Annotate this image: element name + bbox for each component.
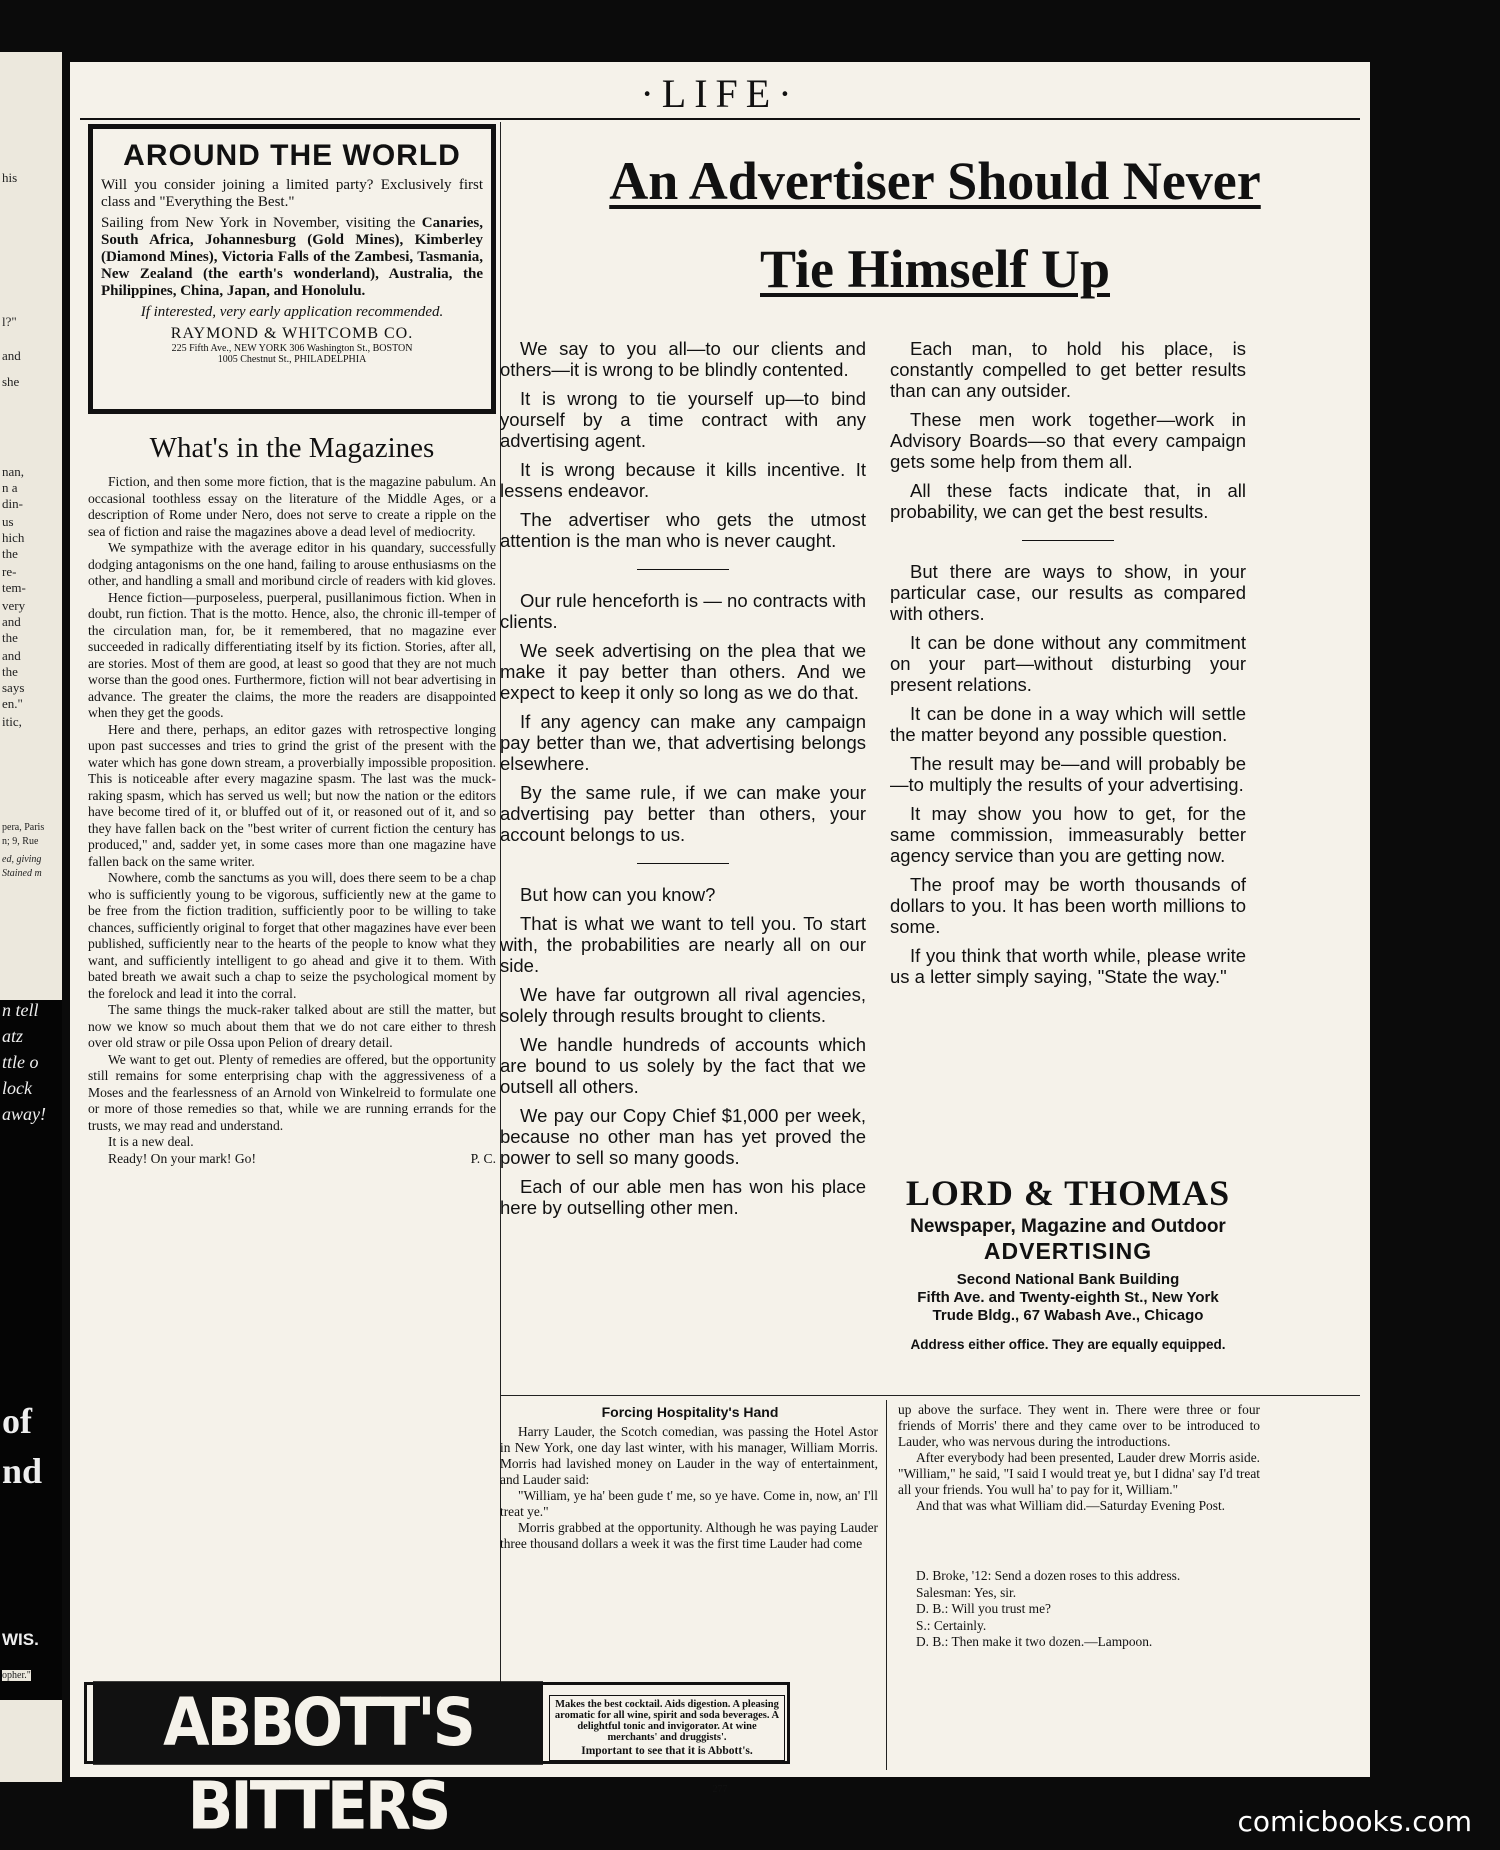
ad-paragraph: These men work together—work in Advisory Boards—so that every campaign gets some help from them all. <box>890 409 1246 472</box>
anecdote-paragraph: Harry Lauder, the Scotch comedian, was passing the Hotel Astor in New York, one day last winter, with his manager, William Morris. Morris had lavished money on Lauder in the way of entertainment, and Lauder said: <box>500 1424 878 1487</box>
left-fragment: itic, <box>2 714 22 729</box>
address-line: Second National Bank Building <box>956 1271 1180 1288</box>
left-fragment: en." <box>2 696 23 711</box>
left-fragment: she <box>2 374 20 389</box>
joke-line: D. B.: Then make it two dozen.—Lampoon. <box>916 1634 1153 1649</box>
masthead-rule <box>80 118 1360 120</box>
left-page-dark-ad <box>0 1000 62 1700</box>
left-fragment: us <box>2 514 14 529</box>
left-fragment: ed, giving <box>2 854 42 865</box>
article-paragraph: Here and there, perhaps, an editor gazes with retrospective longing upon past successes and tries to grind the grist of the present with the water which has gone down stream, a proverbially impossible proposition. This is noticeable after every magazine spasm. The last was the muck-raking spasm, which has served us well; but now the nation or the editors have become tired of it, or bluffed out of it, or reasoned out of it, and so they have fallen back on the "best writer of current fiction the century has produced," and, sadder yet, in some cases more than one magazine have fallen back on the same writer. <box>88 721 496 869</box>
ad-paragraph: It can be done without any commitment on your part—without disturbing your present relations. <box>890 632 1246 695</box>
ad-title: AROUND THE WORLD <box>123 139 461 172</box>
company-advertising: ADVERTISING <box>983 1238 1153 1264</box>
lord-thomas-signature <box>890 1172 1246 1352</box>
left-fragment: and <box>2 648 21 663</box>
anecdote-paragraph: Morris grabbed at the opportunity. Although he was paying Lauder three thousand dollars a week it was the first time Lauder had come <box>500 1520 878 1551</box>
left-fragment: his <box>2 170 18 185</box>
ad-column-left <box>500 338 866 1226</box>
ad-company: RAYMOND & WHITCOMB CO. <box>170 325 414 342</box>
joke-line: D. Broke, '12: Send a dozen roses to this address. <box>916 1568 1181 1583</box>
address-line: Fifth Ave. and Twenty-eighth St., New York <box>917 1289 1219 1306</box>
headline-line-2: Tie Himself Up <box>760 239 1110 299</box>
section-divider <box>637 863 729 864</box>
abbotts-desc-text: Makes the best cocktail. Aids digestion. A pleasing aromatic for all wine, spirit and soda beverages. A delightful tonic and invigorator. At wine merchants' and druggists'. <box>554 1699 780 1743</box>
joke-line: D. B.: Will you trust me? <box>916 1601 1051 1616</box>
article-paragraph: Hence fiction—purposeless, puerperal, pusillanimous fiction. When in doubt, run fiction. That is the motto. Hence, also, the chronic ill-temper of the circulation man, for, be it remembered, that no magazine ever succeeded in radically differentiating itself by its fiction. Stories, after all, are stories. Most of them are good, at least so good that they are not much worse than the good ones. Furthermore, fiction will not bear advertising in advance. The greater the claims, the more the readers are disappointed when they get the goods. <box>88 589 496 720</box>
left-dark-fragment: WIS. <box>2 1630 39 1649</box>
ad-paragraph: It is wrong because it kills incentive. It lessens endeavor. <box>500 459 866 501</box>
anecdote-body-right <box>898 1402 1260 1514</box>
left-fragment: l?" <box>2 314 17 329</box>
article-last-line <box>88 1151 496 1168</box>
masthead: ·LIFE· <box>640 71 800 116</box>
left-dark-fragment: ttle o <box>2 1052 39 1072</box>
left-fragment: the <box>2 664 18 679</box>
ad-paragraph: But there are ways to show, in your particular case, our results as compared with others. <box>890 561 1246 624</box>
ad-column-right <box>890 338 1246 995</box>
ad-destinations: Canaries, South Africa, Johannesburg (Gold Mines), Kimberley (Diamond Mines), Victoria Falls of the Zambesi, Tasmania, New Zealand (the earth's wonderland), Australia, the Philippines, China, Japan, and Honolulu. <box>101 215 484 299</box>
joke <box>898 1568 1260 1651</box>
ad-address-2: 1005 Chestnut St., PHILADELPHIA <box>217 354 367 365</box>
ad-note: If interested, very early application recommended. <box>140 304 444 320</box>
headline-line-1: An Advertiser Should Never <box>609 151 1261 211</box>
left-dark-fragment: opher." <box>2 1670 31 1681</box>
ad-sailing: Sailing from New York in November, visiting the <box>101 215 416 231</box>
left-dark-fragment: nd <box>2 1451 43 1491</box>
article-closing: Ready! On your mark! Go! <box>108 1150 256 1166</box>
ad-addresses: 225 Fifth Ave., NEW YORK 306 Washington St., BOSTON <box>171 343 413 354</box>
anecdote-paragraph: And that was what William did.—Saturday Evening Post. <box>916 1498 1226 1513</box>
left-fragment: din- <box>2 496 23 511</box>
left-fragment: n a <box>2 480 18 495</box>
ad-paragraph: We handle hundreds of accounts which are bound to us solely by the fact that we outsell all others. <box>500 1034 866 1097</box>
left-fragment: the <box>2 630 18 645</box>
ad-paragraph: The result may be—and will probably be—to multiply the results of your advertising. <box>890 753 1246 795</box>
article-title: What's in the Magazines <box>149 432 435 464</box>
left-fragment: very <box>2 598 26 613</box>
left-fragment: and <box>2 348 21 363</box>
company-tagline: Newspaper, Magazine and Outdoor <box>910 1216 1226 1237</box>
article-paragraph: We sympathize with the average editor in his quandary, successfully dodging antagonisms on the one hand, failing to arouse enthusiasms on the other, and handling a small and moribund circle of readers with kid gloves. <box>88 540 496 588</box>
ad-paragraph: It may show you how to get, for the same commission, immeasurably better agency service than you are getting now. <box>890 803 1246 866</box>
section-divider <box>1022 540 1114 541</box>
section-divider <box>637 569 729 570</box>
abbotts-logo: ABBOTT'S BITTERS <box>93 1681 543 1765</box>
column-rule <box>886 1400 887 1770</box>
left-fragment: says <box>2 680 25 695</box>
left-dark-fragment: lock <box>2 1078 32 1098</box>
article-paragraph: Nowhere, comb the sanctums as you will, does there seem to be a chap who is sufficiently young to be vigorous, sufficiently new at the game to be free from the fiction tradition, sufficiently poor to be willing to take chances, sufficiently original to forget that other magazines have ever been published, sufficiently near to the hearts of the people to know what they want, and sufficiently intelligent to go ahead and give it to them. With bated breath we await such a chap to seize the psychological moment by the forelock and lead it into the corral. <box>88 870 496 1001</box>
left-dark-fragment: of <box>2 1401 32 1441</box>
ad-paragraph: By the same rule, if we can make your advertising pay better than others, your account belongs to us. <box>500 782 866 845</box>
company-addresses <box>890 1271 1246 1325</box>
left-fragment: re- <box>2 564 17 579</box>
around-the-world-ad <box>88 124 496 414</box>
anecdote-paragraph: "William, ye ha' been gude t' me, so ye have. Come in, now, an' I'll treat ye." <box>500 1488 878 1519</box>
anecdote-paragraph: After everybody had been presented, Lauder drew Morris aside. "William," he said, "I said I would treat ye, but I didna' say I'd treat all your friends. You wull ha' to pay for it, William." <box>898 1450 1260 1497</box>
section-rule <box>500 1395 1360 1396</box>
address-note: Address either office. They are equally equipped. <box>910 1337 1226 1352</box>
ad-paragraph: It can be done in a way which will settle the matter beyond any possible question. <box>890 703 1246 745</box>
joke-line: Salesman: Yes, sir. <box>916 1584 1017 1600</box>
ad-paragraph: But how can you know? <box>520 884 716 905</box>
joke-line: S.: Certainly. <box>916 1617 987 1633</box>
left-fragment: Stained m <box>2 868 42 879</box>
ad-paragraph: It is wrong to tie yourself up—to bind yourself by a time contract with any advertising agent. <box>500 388 866 451</box>
article-paragraph: We want to get out. Plenty of remedies are offered, but the opportunity still remains for some enterprising chap with the aggressiveness of a Moses and the fearlessness of an Arnold von Winkelreid to formulate one or more of those remedies so that, while we are running errands for the trusts, we may read and understand. <box>88 1051 496 1133</box>
left-fragment: tem- <box>2 580 26 595</box>
article-paragraph: Fiction, and then some more fiction, that is the magazine pabulum. An occasional toothless essay on the literature of the Middle Ages, or a description of Rome under Nero, does not serve to create a ripple on the sea of fiction and raise the magazines above a dead level of mediocrity. <box>88 474 496 539</box>
left-fragment: hich <box>2 530 25 545</box>
ad-paragraph: If you think that worth while, please write us a letter simply saying, "State the way." <box>890 945 1246 987</box>
ad-intro: Will you consider joining a limited party? Exclusively first class and "Everything the Best." <box>101 177 483 210</box>
anecdote-title: Forcing Hospitality's Hand <box>601 1404 779 1420</box>
ad-paragraph: If any agency can make any campaign pay better than we, that advertising belongs elsewhere. <box>500 711 866 774</box>
company-name: LORD & THOMAS <box>905 1173 1231 1213</box>
ad-paragraph: We say to you all—to our clients and others—it is wrong to be blindly contented. <box>500 338 866 380</box>
ad-paragraph: Each man, to hold his place, is constantly compelled to get better results than can any outsider. <box>890 338 1246 401</box>
left-fragment: nan, <box>2 464 25 479</box>
anecdote-body-left <box>500 1424 878 1552</box>
ad-paragraph: Our rule henceforth is — no contracts with clients. <box>500 590 866 632</box>
article-paragraph: It is a new deal. <box>108 1134 194 1149</box>
ad-itinerary <box>101 215 483 300</box>
article-paragraph: The same things the muck-raker talked about are still the matter, but now we know so much about them that we do not care either to thresh over old straw or pile Ossa upon Pelion of dreary detail. <box>88 1002 496 1050</box>
ad-paragraph: We pay our Copy Chief $1,000 per week, because no other man has yet proved the power to sell so many goods. <box>500 1105 866 1168</box>
ad-paragraph: The proof may be worth thousands of dollars to you. It has been worth millions to some. <box>890 874 1246 937</box>
anecdote-paragraph: up above the surface. They went in. There were three or four friends of Morris' there and they came over to be introduced to Lauder, who was nervous during the introductions. <box>898 1402 1260 1449</box>
ad-paragraph: Each of our able men has won his place here by outselling other men. <box>500 1176 866 1218</box>
article-body <box>88 474 496 1167</box>
left-dark-fragment: away! <box>2 1104 46 1124</box>
left-fragment: the <box>2 546 18 561</box>
left-fragment: n; 9, Rue <box>2 836 39 847</box>
abbotts-description <box>549 1695 785 1761</box>
left-dark-fragment: atz <box>2 1026 24 1046</box>
ad-paragraph: That is what we want to tell you. To start with, the probabilities are nearly all on our side. <box>500 913 866 976</box>
watermark: comicbooks.com <box>1237 1805 1472 1838</box>
abbotts-important: Important to see that it is Abbott's. <box>581 1745 753 1757</box>
ad-paragraph: The advertiser who gets the utmost attention is the man who is never caught. <box>500 509 866 551</box>
left-dark-fragment: n tell <box>2 1000 39 1020</box>
left-fragment: pera, Paris <box>2 822 45 833</box>
left-fragment: and <box>2 614 21 629</box>
page-number: 277 <box>712 1784 728 1795</box>
article-signature: P. C. <box>470 1150 496 1166</box>
address-line: Trude Bldg., 67 Wabash Ave., Chicago <box>932 1307 1204 1324</box>
ad-paragraph: We seek advertising on the plea that we make it pay better than others. And we expect to keep it only so long as we do that. <box>500 640 866 703</box>
ad-paragraph: All these facts indicate that, in all probability, we can get the best results. <box>890 480 1246 522</box>
ad-paragraph: We have far outgrown all rival agencies, solely through results brought to clients. <box>500 984 866 1026</box>
